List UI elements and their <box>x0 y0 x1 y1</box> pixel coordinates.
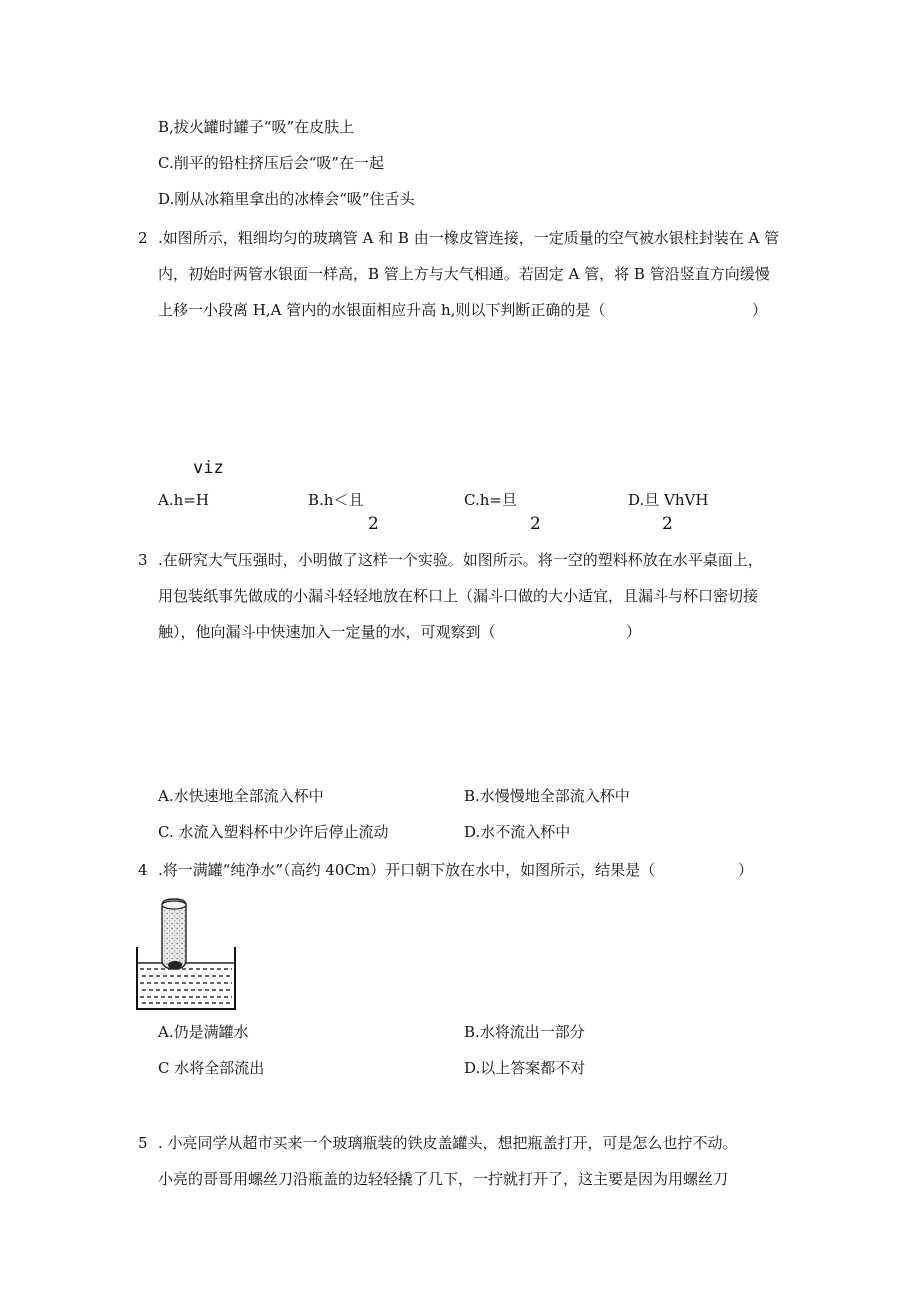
q2-denominator-d: 2 <box>662 514 673 534</box>
q1-option-c: C.削平的铅柱挤压后会“吸”在一起 <box>158 154 385 172</box>
q1-option-d: D.刚从冰箱里拿出的冰棒会“吸”住舌头 <box>158 190 415 208</box>
q2-denominator-c: 2 <box>530 514 541 534</box>
q2-stem-line3: 上移一小段离 H,A 管内的水银面相应升高 h,则以下判断正确的是（ <box>158 301 606 319</box>
q5-number: 5 <box>138 1134 148 1152</box>
q3-option-b: B.水慢慢地全部流入杯中 <box>464 787 630 805</box>
q4-close-paren: ） <box>738 861 754 879</box>
q3-stem-line1: .在研究大气压强时，小明做了这样一个实验。如图所示。将一空的塑料杯放在水平桌面上， <box>158 551 763 569</box>
q3-option-a: A.水快速地全部流入杯中 <box>158 787 324 805</box>
q4-option-b: B.水将流出一部分 <box>464 1023 585 1041</box>
q2-option-c: C.h=旦 <box>464 491 517 509</box>
q4-stem-line1: .将一满罐“纯净水”（高约 40Cm）开口朝下放在水中，如图所示，结果是（ <box>158 861 656 879</box>
q5-stem-line1: . 小亮同学从超市买来一个玻璃瓶装的铁皮盖罐头，想把瓶盖打开，可是怎么也拧不动。 <box>158 1134 738 1152</box>
q2-figure-text: viz <box>193 458 224 478</box>
q4-number: 4 <box>138 861 148 879</box>
q3-stem-line3: 触），他向漏斗中快速加入一定量的水，可观察到（ <box>158 623 496 641</box>
q2-number: 2 <box>138 229 148 247</box>
q2-stem-line2: 内，初始时两管水银面一样高，B 管上方与大气相通。若固定 A 管，将 B 管沿竖直方向缓慢 <box>158 265 770 283</box>
q2-option-d: D.旦 VhVH <box>628 491 709 509</box>
q3-close-paren: ） <box>626 623 642 641</box>
q4-option-c: C 水将全部流出 <box>158 1059 265 1077</box>
q2-stem-line1: .如图所示，粗细均匀的玻璃管 A 和 B 由一橡皮管连接，一定质量的空气被水银柱封装在 A 管 <box>158 229 780 247</box>
q3-stem-line2: 用包装纸事先做成的小漏斗轻轻地放在杯口上（漏斗口做的大小适宜，且漏斗与杯口密切接 <box>158 587 759 605</box>
q3-option-c: C. 水流入塑料杯中少许后停止流动 <box>158 823 389 841</box>
q5-stem-line2: 小亮的哥哥用螺丝刀沿瓶盖的边轻轻撬了几下，一拧就打开了，这主要是因为用螺丝刀 <box>158 1170 729 1188</box>
inverted-bottle-figure <box>136 897 236 1012</box>
q2-option-b: B.h＜且 <box>308 491 364 509</box>
q4-option-d: D.以上答案都不对 <box>464 1059 586 1077</box>
q1-option-b: B,拔火罐时罐子“吸”在皮肤上 <box>158 118 355 136</box>
q3-number: 3 <box>138 551 148 569</box>
q2-denominator-b: 2 <box>368 514 379 534</box>
q4-option-a: A.仍是满罐水 <box>158 1023 249 1041</box>
q3-option-d: D.水不流入杯中 <box>464 823 571 841</box>
q2-close-paren: ） <box>752 301 768 319</box>
q2-option-a: A.h=H <box>158 491 209 509</box>
